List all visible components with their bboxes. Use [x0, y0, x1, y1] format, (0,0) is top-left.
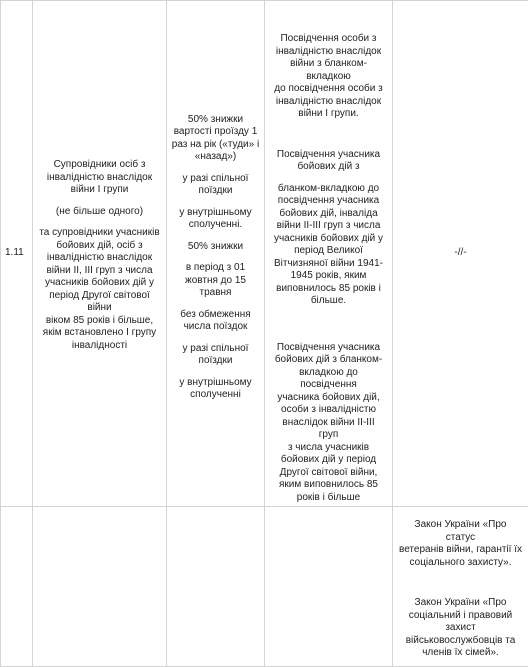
document-text: Посвідчення учасника бойових дій з [273, 149, 384, 174]
category-text: та супровідники учасників бойових дій, осіб з інвалідністю внаслідок війни II, III груп з числа учасників бойових дій у період Другої світової війни віком 85 років і більше, якім встановлено І групу інвалідності [37, 227, 162, 352]
document-text: бланком-вкладкою до посвідчення учасника бойових дій, інваліда війни II-III груп з числа учасників бойових дій у період Великої Вітчизняної війни 1941- 1945 років, яким виповнилось 85 років і більше. [273, 183, 384, 308]
benefit-text: у разі спільної поїздки [171, 343, 260, 368]
category-note: (не більше одного) [37, 206, 162, 219]
category-cell [33, 507, 167, 667]
benefit-text: у внутрішньому сполученні [171, 377, 260, 402]
row-number-cell [1, 1, 33, 507]
benefit-text: без обмеження числа поїздок [171, 309, 260, 334]
documents-cell [265, 507, 393, 667]
table-row [1, 1, 528, 507]
row-number-cell [1, 507, 33, 667]
benefit-text: у внутрішньому сполученні. [171, 207, 260, 232]
law-cell [393, 1, 528, 507]
documents-cell [265, 1, 393, 507]
law-text: Закон України «Про статус ветеранів війни, гарантії їх соціального захисту». [399, 519, 522, 569]
benefit-text: у разі спільної поїздки [171, 173, 260, 198]
category-text: Супровідники осіб з інвалідністю внаслідок війни I групи [37, 159, 162, 197]
row-number: 1.11 [5, 247, 24, 258]
benefit-cell [167, 507, 265, 667]
category-cell [33, 1, 167, 507]
law-text: Закон України «Про соціальний і правовий захист військовослужбовців та членів їх сімей». [399, 597, 522, 660]
benefit-text: в період з 01 жовтня до 15 травня [171, 262, 260, 300]
law-ditto: -//- [454, 247, 466, 258]
law-cell [393, 507, 528, 667]
benefit-cell [167, 1, 265, 507]
document-text: Посвідчення учасника бойових дій з бланком- вкладкою до посвідчення учасника бойових дій, особи з інвалідністю внаслідок війни II-III груп з числа учасників бойових дій у період Другої світової війни, яким виповнилось 85 років і більше [273, 342, 384, 505]
document-text: Посвідчення особи з інвалідністю внаслідок війни з бланком-вкладкою до посвідчення особи з інвалідністю внаслідок війни I групи. [273, 33, 384, 121]
benefit-text: 50% знижки [171, 241, 260, 254]
table-row [1, 507, 528, 667]
benefit-text: 50% знижки вартості проїзду 1 раз на рік («туди» і «назад») [171, 114, 260, 164]
